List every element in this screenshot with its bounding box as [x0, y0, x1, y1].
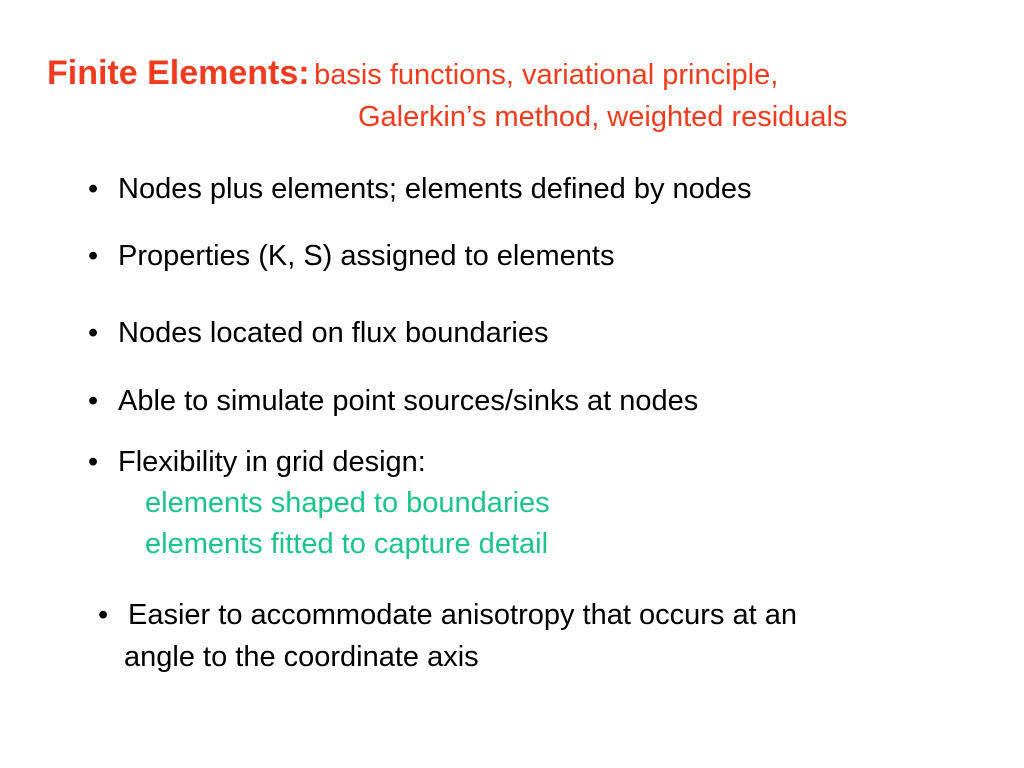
bullet-dot: • [88, 446, 99, 478]
slide-title [47, 54, 778, 93]
title-subtitle-line2: Galerkin’s method, weighted residuals [358, 101, 848, 133]
bullet-5-subitem-2: elements fitted to capture detail [145, 528, 549, 560]
bullet-dot: • [88, 317, 99, 349]
bullet-item-6 [98, 599, 797, 632]
bullet-text: Nodes plus elements; elements defined by nodes [118, 173, 752, 205]
bullet-dot: • [88, 385, 99, 417]
title-main: Finite Elements: [47, 54, 310, 92]
bullet-item-3 [88, 317, 548, 350]
bullet-item-2 [88, 240, 614, 273]
bullet-5-subitem-1: elements shaped to boundaries [145, 487, 550, 519]
bullet-item-5 [88, 446, 426, 479]
bullet-dot: • [88, 173, 99, 205]
bullet-text: Easier to accommodate anisotropy that occurs at an [128, 599, 797, 631]
bullet-text: Nodes located on flux boundaries [118, 317, 549, 349]
bullet-dot: • [98, 599, 109, 631]
bullet-text: Able to simulate point sources/sinks at nodes [118, 385, 699, 417]
bullet-item-4 [88, 385, 698, 418]
bullet-text: Properties (K, S) assigned to elements [118, 240, 615, 272]
title-subtitle-line1: basis functions, variational principle, [314, 59, 779, 91]
bullet-dot: • [88, 240, 99, 272]
bullet-6-continuation: angle to the coordinate axis [124, 641, 479, 673]
bullet-text: Flexibility in grid design: [118, 446, 426, 478]
bullet-item-1 [88, 173, 752, 206]
